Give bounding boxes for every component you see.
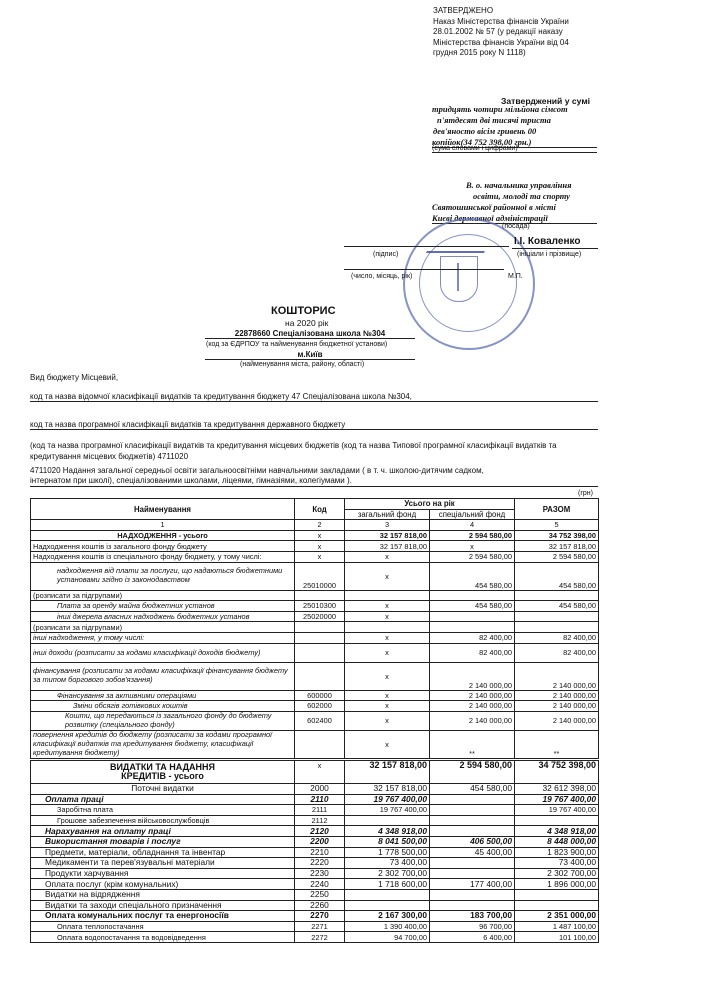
row-special: 82 400,00: [430, 643, 515, 662]
row-special: [430, 868, 515, 879]
row-code: [295, 662, 345, 690]
row-total: 19 767 400,00: [515, 794, 599, 805]
row-special: 2 594 580,00: [430, 551, 515, 562]
row-total: 19 767 400,00: [515, 805, 599, 816]
table-row: [31, 900, 599, 911]
row-name: Предмети, матеріали, обладнання та інвентар: [31, 847, 295, 858]
row-total: [515, 900, 599, 911]
city-name: м.Київ: [205, 350, 415, 360]
header-name: Найменування: [31, 499, 295, 520]
seal-caption: М.П.: [508, 273, 523, 280]
row-code: 25020000: [295, 611, 345, 622]
row-total: 82 400,00: [515, 643, 599, 662]
row-total: [515, 889, 599, 900]
row-general: 2 167 300,00: [345, 911, 430, 922]
row-code: 2272: [295, 932, 345, 943]
approved-sum-caption: (сума словами і цифрами): [432, 145, 597, 153]
row-code: [295, 730, 345, 758]
trident-emblem-icon: [440, 256, 478, 302]
row-name: Оплата комунальних послуг та енергоносіїв: [31, 911, 295, 922]
row-general: 32 157 818,00: [345, 541, 430, 552]
approved-sum-words: дев'яносто вісім гривень 00: [433, 126, 537, 136]
row-special: 183 700,00: [430, 911, 515, 922]
name-underline: [512, 248, 598, 249]
header-special-fund: спеціальний фонд: [430, 509, 515, 520]
row-special: 406 500,00: [430, 836, 515, 847]
row-name: Надходження коштів із загального фонду бюджету: [31, 541, 295, 552]
initials-caption: (ініціали і прізвище): [517, 251, 582, 258]
table-row: [31, 794, 599, 805]
row-code: 2000: [295, 784, 345, 795]
row-name: Заробітна плата: [31, 805, 295, 816]
row-general: 1 718 600,00: [345, 879, 430, 890]
signatory-line: освіти, молоді та спорту: [473, 191, 570, 201]
row-special: 6 400,00: [430, 932, 515, 943]
row-special: 2 140 000,00: [430, 662, 515, 690]
table-row: [31, 662, 599, 690]
table-row: [31, 879, 599, 890]
approval-line: грудня 2015 року N 1118): [433, 48, 526, 57]
row-general: 19 767 400,00: [345, 805, 430, 816]
table-row: [31, 889, 599, 900]
row-total: [515, 622, 599, 633]
row-general: 32 157 818,00: [345, 784, 430, 795]
row-code: 2240: [295, 879, 345, 890]
header-code: Код: [295, 499, 345, 520]
row-special: 82 400,00: [430, 632, 515, 643]
row-general: х: [345, 562, 430, 590]
row-code: [295, 643, 345, 662]
table-row: [31, 847, 599, 858]
table-row: [31, 836, 599, 847]
row-name: Видатки на відрядження: [31, 889, 295, 900]
row-code: 2250: [295, 889, 345, 900]
row-code: 600000: [295, 690, 345, 701]
row-general: х: [345, 551, 430, 562]
row-general: х: [345, 711, 430, 730]
row-general: 1 390 400,00: [345, 921, 430, 932]
row-special: [430, 611, 515, 622]
table-row: [31, 911, 599, 922]
row-code: 2230: [295, 868, 345, 879]
row-special: [430, 858, 515, 869]
row-name: фінансування (розписати за кодами класифікації фінансування бюджету за типом боргового зобов'язання): [31, 662, 295, 690]
table-row: [31, 815, 599, 826]
row-name: інші джерела власних надходжень бюджетних установ: [31, 611, 295, 622]
expenses-table: [30, 760, 599, 943]
row-name: Фінансування за активними операціями: [31, 690, 295, 701]
row-code: [295, 622, 345, 633]
row-special: х: [430, 541, 515, 552]
row-name: Плата за оренду майна бюджетних установ: [31, 601, 295, 612]
row-code: 25010000: [295, 562, 345, 590]
signature-caption: (підпис): [373, 251, 399, 258]
row-code: 2210: [295, 847, 345, 858]
column-number: 2: [295, 520, 345, 531]
row-total: 101 100,00: [515, 932, 599, 943]
table-row: [31, 730, 599, 758]
row-name: Зміни обсягів готівкових коштів: [31, 701, 295, 712]
local-program-code: (код та назва програмної класифікації видатків та кредитування місцевих бюджетів (код та назва Типової програмної класифікації видатків та кредитування місцевих бюджетів) 4711020: [30, 441, 557, 461]
row-total: 32 612 398,00: [515, 784, 599, 795]
row-name: (розписати за підгрупами): [31, 590, 295, 601]
row-code: х: [295, 761, 345, 784]
signatory-line: Києві державної адміністрації: [432, 213, 597, 224]
table-row: [31, 622, 599, 633]
row-general: [345, 889, 430, 900]
row-total: 454 580,00: [515, 562, 599, 590]
row-special: [430, 815, 515, 826]
signatory-name: І.І. Коваленко: [514, 236, 581, 247]
row-general: 8 041 500,00: [345, 836, 430, 847]
table-row: [31, 701, 599, 712]
row-general: 1 778 500,00: [345, 847, 430, 858]
row-name: Оплата теплопостачання: [31, 921, 295, 932]
currency-label: (грн): [578, 490, 593, 497]
signatory-line: Святошинської районної в місті: [432, 202, 556, 212]
row-special: 96 700,00: [430, 921, 515, 932]
row-name: Грошове забезпечення військовослужбовців: [31, 815, 295, 826]
column-number: 1: [31, 520, 295, 531]
department-code: код та назва відомчої класифікації видатків та кредитування бюджету 47 Спеціалізована школа №304,: [30, 392, 598, 402]
approval-line: Міністерства фінансів України від 04: [433, 37, 569, 47]
row-general: х: [345, 643, 430, 662]
row-code: 2112: [295, 815, 345, 826]
row-special: 2 594 580,00: [430, 530, 515, 541]
row-code: 2260: [295, 900, 345, 911]
row-special: **: [430, 730, 515, 758]
header-total: РАЗОМ: [515, 499, 599, 520]
row-total: 2 140 000,00: [515, 701, 599, 712]
date-line: [344, 269, 504, 270]
header-total-year: Усього на рік: [345, 499, 515, 510]
row-total: 2 302 700,00: [515, 868, 599, 879]
row-special: [430, 826, 515, 837]
row-code: 2200: [295, 836, 345, 847]
column-number: 4: [430, 520, 515, 531]
row-special: 454 580,00: [430, 562, 515, 590]
table-row: [31, 932, 599, 943]
row-name: Видатки та заходи спеціального призначення: [31, 900, 295, 911]
row-special: [430, 590, 515, 601]
row-special: [430, 900, 515, 911]
document-year: на 2020 рік: [285, 318, 329, 328]
row-total: [515, 611, 599, 622]
row-special: 454 580,00: [430, 784, 515, 795]
row-general: 4 348 918,00: [345, 826, 430, 837]
row-general: 94 700,00: [345, 932, 430, 943]
approved-sum-label: Затверджений у сумі: [501, 96, 591, 106]
row-general: х: [345, 611, 430, 622]
row-special: 2 140 000,00: [430, 690, 515, 701]
row-total: 2 140 000,00: [515, 711, 599, 730]
row-special: 2 594 580,00: [430, 761, 515, 784]
row-total: [515, 590, 599, 601]
row-total: 2 140 000,00: [515, 690, 599, 701]
institution-caption: (код за ЄДРПОУ та найменування бюджетної установи): [206, 341, 388, 348]
table-row: [31, 562, 599, 590]
row-name: надходження від плати за послуги, що надаються бюджетними установами згідно із законодавством: [31, 562, 295, 590]
row-name: ВИДАТКИ ТА НАДАННЯ КРЕДИТІВ - усього: [31, 761, 295, 784]
table-row: [31, 541, 599, 552]
document-title: КОШТОРИС: [271, 305, 336, 317]
row-special: 177 400,00: [430, 879, 515, 890]
handwritten-signature: [426, 227, 496, 253]
program-underline: [30, 486, 598, 487]
row-general: [345, 590, 430, 601]
budget-type: Вид бюджету Місцевий,: [30, 373, 119, 382]
approval-line: 28.01.2002 № 57 (у редакції наказу: [433, 27, 563, 36]
table-row: [31, 601, 599, 612]
row-general: 32 157 818,00: [345, 530, 430, 541]
row-code: [295, 590, 345, 601]
row-general: 2 302 700,00: [345, 868, 430, 879]
row-name: інші надходження, у тому числі:: [31, 632, 295, 643]
row-code: 2271: [295, 921, 345, 932]
row-general: х: [345, 632, 430, 643]
row-code: 2220: [295, 858, 345, 869]
program-name: 4711020 Надання загальної середньої освіти загальноосвітніми навчальними закладами ( в т. ч. школою-дитячим садком,: [30, 466, 484, 475]
row-code: х: [295, 541, 345, 552]
row-code: 2110: [295, 794, 345, 805]
row-name: (розписати за підгрупами): [31, 622, 295, 633]
approval-line: ЗАТВЕРДЖЕНО: [433, 6, 494, 15]
column-number: 5: [515, 520, 599, 531]
row-special: 45 400,00: [430, 847, 515, 858]
row-name: Використання товарів і послуг: [31, 836, 295, 847]
position-caption: (посада): [502, 223, 530, 230]
approval-line: Наказ Міністерства фінансів України: [433, 16, 569, 26]
row-total: 1 823 900,00: [515, 847, 599, 858]
row-total: 34 752 398,00: [515, 761, 599, 784]
row-name: Нарахування на оплату праці: [31, 826, 295, 837]
table-row: [31, 590, 599, 601]
row-total: 34 752 398,00: [515, 530, 599, 541]
row-total: 8 448 000,00: [515, 836, 599, 847]
row-name: Медикаменти та перев'язувальні матеріали: [31, 858, 295, 869]
row-special: 454 580,00: [430, 601, 515, 612]
row-general: 19 767 400,00: [345, 794, 430, 805]
row-name: інші доходи (розписати за кодами класифікації доходів бюджету): [31, 643, 295, 662]
institution-name: 22878660 Спеціалізована школа №304: [205, 329, 415, 339]
row-code: х: [295, 530, 345, 541]
table-row: [31, 643, 599, 662]
row-total: **: [515, 730, 599, 758]
row-total: 454 580,00: [515, 601, 599, 612]
row-total: [515, 815, 599, 826]
table-row: [31, 805, 599, 816]
row-name: Оплата послуг (крім комунальних): [31, 879, 295, 890]
date-caption: (число, місяць, рік): [351, 273, 413, 280]
row-general: х: [345, 690, 430, 701]
row-name: Надходження коштів із спеціального фонду бюджету, у тому числі:: [31, 551, 295, 562]
row-code: 2120: [295, 826, 345, 837]
row-code: 25010300: [295, 601, 345, 612]
table-row: [31, 690, 599, 701]
row-total: 2 594 580,00: [515, 551, 599, 562]
row-code: 2270: [295, 911, 345, 922]
header-general-fund: загальний фонд: [345, 509, 430, 520]
table-row: [31, 784, 599, 795]
row-general: х: [345, 601, 430, 612]
row-total: 32 157 818,00: [515, 541, 599, 552]
row-name: Кошти, що передаються із загального фонду до бюджету розвитку (спеціального фонду): [31, 711, 295, 730]
table-row: [31, 551, 599, 562]
row-total: 4 348 918,00: [515, 826, 599, 837]
row-code: 602400: [295, 711, 345, 730]
signatory-line: В. о. начальника управління: [466, 180, 572, 190]
table-row: [31, 921, 599, 932]
table-row: [31, 858, 599, 869]
table-row: [31, 711, 599, 730]
row-general: 73 400,00: [345, 858, 430, 869]
row-name: Оплата водопостачання та водовідведення: [31, 932, 295, 943]
row-total: 1 487 100,00: [515, 921, 599, 932]
row-code: х: [295, 551, 345, 562]
row-general: 32 157 818,00: [345, 761, 430, 784]
row-special: [430, 889, 515, 900]
row-special: [430, 794, 515, 805]
row-total: 1 896 000,00: [515, 879, 599, 890]
table-row: [31, 611, 599, 622]
row-code: 602000: [295, 701, 345, 712]
signature-line: [344, 246, 509, 247]
row-name: Оплата праці: [31, 794, 295, 805]
state-program-code: код та назва програмної класифікації видатків та кредитування державного бюджету: [30, 420, 598, 430]
approval-block: [433, 6, 569, 59]
row-general: х: [345, 662, 430, 690]
row-general: х: [345, 701, 430, 712]
approved-sum-words: п'ятдесят дві тисячі триста: [437, 115, 551, 125]
row-total: 73 400,00: [515, 858, 599, 869]
program-name: інтернатом при школі), спеціалізованими школами, ліцеями, гімназіями, колегіумами ).: [30, 476, 352, 485]
row-code: [295, 632, 345, 643]
row-special: [430, 622, 515, 633]
city-caption: (найменування міста, району, області): [240, 361, 365, 368]
table-row: [31, 530, 599, 541]
table-row: [31, 868, 599, 879]
row-name: НАДХОДЖЕННЯ - усього: [31, 530, 295, 541]
row-total: 2 351 000,00: [515, 911, 599, 922]
row-total: 2 140 000,00: [515, 662, 599, 690]
row-name: повернення кредитів до бюджету (розписати за кодами програмної класифікації видатків та кредитування бюджету, класифікації кредитування бюджету): [31, 730, 295, 758]
row-general: х: [345, 730, 430, 758]
row-special: 2 140 000,00: [430, 701, 515, 712]
table-row: [31, 761, 599, 784]
table-row: [31, 826, 599, 837]
row-special: [430, 805, 515, 816]
approved-sum-words: копійок(34 752 398,00 грн.): [432, 137, 597, 148]
row-total: 82 400,00: [515, 632, 599, 643]
row-code: 2111: [295, 805, 345, 816]
column-number: 3: [345, 520, 430, 531]
estimate-table: [30, 498, 599, 759]
table-row: [31, 632, 599, 643]
row-name: Продукти харчування: [31, 868, 295, 879]
row-name: Поточні видатки: [31, 784, 295, 795]
row-special: 2 140 000,00: [430, 711, 515, 730]
approved-sum-words: тридцять чотири мільйона сімсот: [432, 104, 568, 114]
row-general: [345, 900, 430, 911]
row-general: [345, 815, 430, 826]
row-general: [345, 622, 430, 633]
